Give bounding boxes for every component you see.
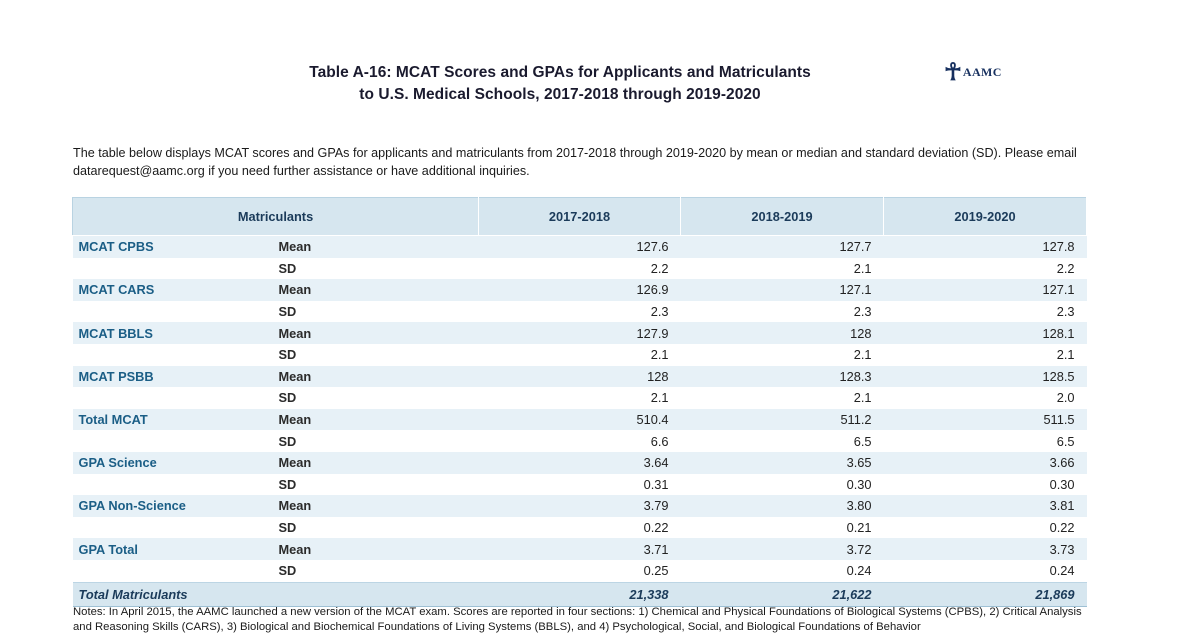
- row-statistic: SD: [275, 258, 479, 280]
- mcat-gpa-table: [72, 197, 1087, 607]
- table-row: [73, 560, 1087, 582]
- table-row: [73, 236, 1087, 258]
- table-row: [73, 474, 1087, 496]
- aamc-logo: [944, 57, 1014, 86]
- total-cell-value: 21,869: [884, 582, 1087, 606]
- table-header-row: [73, 198, 1087, 236]
- table-row: [73, 409, 1087, 431]
- cell-value: 2.1: [681, 387, 884, 409]
- cell-value: 3.64: [479, 452, 681, 474]
- row-label: [73, 474, 275, 496]
- cell-value: 3.65: [681, 452, 884, 474]
- cell-value: 127.1: [884, 279, 1087, 301]
- row-statistic: SD: [275, 517, 479, 539]
- title-line-2: to U.S. Medical Schools, 2017-2018 through 2019-2020: [359, 86, 761, 103]
- row-statistic: SD: [275, 387, 479, 409]
- table-body: [73, 236, 1087, 607]
- row-statistic: Mean: [275, 279, 479, 301]
- cell-value: 2.3: [479, 301, 681, 323]
- document-header: [0, 0, 1200, 106]
- logo-wordmark: AAMC: [962, 64, 1002, 79]
- total-cell-value: 21,338: [479, 582, 681, 606]
- table-row: [73, 279, 1087, 301]
- cell-value: 3.73: [884, 538, 1087, 560]
- table-header: [73, 198, 1087, 236]
- table-row: [73, 495, 1087, 517]
- row-label: MCAT CARS: [73, 279, 275, 301]
- row-statistic: SD: [275, 344, 479, 366]
- intro-paragraph: The table below displays MCAT scores and GPAs for applicants and matriculants from 2017-2018 through 2019-2020 by mean or median and standard deviation (SD). Please email datarequest@aamc.org if you need further assistance or have additional inquiries.: [73, 146, 1077, 178]
- cell-value: 3.80: [681, 495, 884, 517]
- cell-value: 0.22: [479, 517, 681, 539]
- row-statistic: Mean: [275, 366, 479, 388]
- cell-value: 6.6: [479, 430, 681, 452]
- row-statistic: Mean: [275, 452, 479, 474]
- cell-value: 6.5: [884, 430, 1087, 452]
- column-header-2019-2020: 2019-2020: [884, 198, 1087, 236]
- column-header-matriculants: Matriculants: [73, 198, 479, 236]
- cell-value: 510.4: [479, 409, 681, 431]
- row-label: GPA Science: [73, 452, 275, 474]
- cell-value: 0.25: [479, 560, 681, 582]
- cell-value: 127.6: [479, 236, 681, 258]
- cell-value: 3.72: [681, 538, 884, 560]
- row-label: [73, 258, 275, 280]
- page-title: [110, 57, 1010, 106]
- cell-value: 2.1: [479, 387, 681, 409]
- row-statistic: Mean: [275, 538, 479, 560]
- cell-value: 2.1: [681, 344, 884, 366]
- row-statistic: Mean: [275, 409, 479, 431]
- cell-value: 127.7: [681, 236, 884, 258]
- cell-value: 126.9: [479, 279, 681, 301]
- cell-value: 127.1: [681, 279, 884, 301]
- table-row: [73, 366, 1087, 388]
- table-row: [73, 344, 1087, 366]
- row-label: [73, 560, 275, 582]
- table-row: [73, 387, 1087, 409]
- table-row: [73, 301, 1087, 323]
- cell-value: 2.1: [479, 344, 681, 366]
- cell-value: 0.31: [479, 474, 681, 496]
- cell-value: 128: [479, 366, 681, 388]
- row-statistic: SD: [275, 560, 479, 582]
- cell-value: 3.71: [479, 538, 681, 560]
- cell-value: 128.3: [681, 366, 884, 388]
- row-label: GPA Total: [73, 538, 275, 560]
- cell-value: 0.21: [681, 517, 884, 539]
- title-line-1: Table A-16: MCAT Scores and GPAs for Applicants and Matriculants: [309, 64, 811, 81]
- total-row-statistic: [275, 582, 479, 606]
- cell-value: 3.81: [884, 495, 1087, 517]
- total-row-label: Total Matriculants: [73, 582, 275, 606]
- row-label: MCAT PSBB: [73, 366, 275, 388]
- cell-value: 0.24: [884, 560, 1087, 582]
- column-header-2018-2019: 2018-2019: [681, 198, 884, 236]
- cell-value: 2.3: [681, 301, 884, 323]
- row-label: GPA Non-Science: [73, 495, 275, 517]
- cell-value: 127.8: [884, 236, 1087, 258]
- row-statistic: SD: [275, 301, 479, 323]
- cell-value: 0.22: [884, 517, 1087, 539]
- row-statistic: Mean: [275, 236, 479, 258]
- row-statistic: SD: [275, 474, 479, 496]
- table-row: [73, 258, 1087, 280]
- cell-value: 2.1: [884, 344, 1087, 366]
- data-table-container: [72, 197, 1086, 607]
- cell-value: 127.9: [479, 322, 681, 344]
- table-row: [73, 517, 1087, 539]
- cell-value: 2.3: [884, 301, 1087, 323]
- cell-value: 2.2: [884, 258, 1087, 280]
- cell-value: 6.5: [681, 430, 884, 452]
- cell-value: 2.1: [681, 258, 884, 280]
- row-label: Total MCAT: [73, 409, 275, 431]
- table-row: [73, 452, 1087, 474]
- row-statistic: Mean: [275, 495, 479, 517]
- cell-value: 3.66: [884, 452, 1087, 474]
- table-notes: Notes: In April 2015, the AAMC launched a new version of the MCAT exam. Scores are reported in four sections: 1) Chemical and Physical Foundations of Biological Systems (CPBS), 2) Critical Analysis and Reasoning Skills (CARS), 3) Biological and Biochemical Foundations of Living Systems (BBLS), and 4) Psychological, Social, and Biological Foundations of Behavior: [73, 606, 1082, 633]
- cell-value: 128.5: [884, 366, 1087, 388]
- row-label: [73, 387, 275, 409]
- cell-value: 0.24: [681, 560, 884, 582]
- caduceus-icon: ☥: [944, 57, 962, 86]
- cell-value: 0.30: [681, 474, 884, 496]
- table-row: [73, 322, 1087, 344]
- row-label: [73, 517, 275, 539]
- row-label: [73, 301, 275, 323]
- cell-value: 2.0: [884, 387, 1087, 409]
- cell-value: 2.2: [479, 258, 681, 280]
- row-label: MCAT CPBS: [73, 236, 275, 258]
- cell-value: 3.79: [479, 495, 681, 517]
- row-statistic: SD: [275, 430, 479, 452]
- row-label: [73, 430, 275, 452]
- total-cell-value: 21,622: [681, 582, 884, 606]
- row-statistic: Mean: [275, 322, 479, 344]
- cell-value: 128: [681, 322, 884, 344]
- table-row: [73, 430, 1087, 452]
- cell-value: 128.1: [884, 322, 1087, 344]
- row-label: MCAT BBLS: [73, 322, 275, 344]
- column-header-2017-2018: 2017-2018: [479, 198, 681, 236]
- cell-value: 511.5: [884, 409, 1087, 431]
- table-row: [73, 538, 1087, 560]
- row-label: [73, 344, 275, 366]
- cell-value: 511.2: [681, 409, 884, 431]
- cell-value: 0.30: [884, 474, 1087, 496]
- table-total-row: [73, 582, 1087, 606]
